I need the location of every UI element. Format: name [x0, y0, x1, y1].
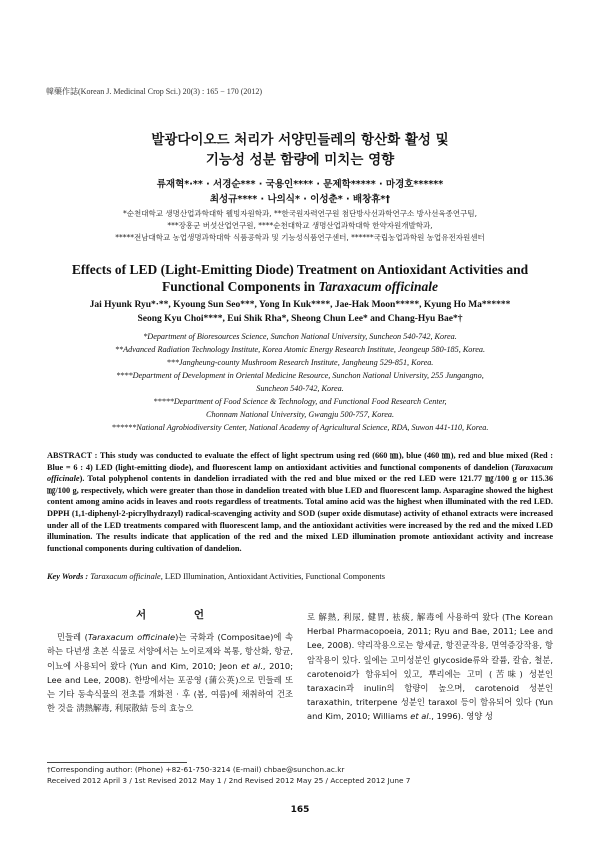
english-authors-line-2: Seong Kyu Choi****, Eui Shik Rha*, Sheong Chun Lee* and Chang-Hyu Bae*†	[137, 314, 463, 324]
english-affiliation-line: **Advanced Radiation Technology Institute, Korea Atomic Energy Research Institute, Jeongeup 580-185, Korea.	[114, 345, 486, 354]
left-etal: et al	[241, 660, 261, 671]
korean-affiliations	[40, 208, 560, 244]
abstract	[47, 450, 553, 554]
footnote-divider	[47, 762, 187, 763]
english-title-line-2-text: Functional Components in	[161, 279, 319, 294]
english-title-species: Taraxacum officinale	[318, 279, 439, 294]
english-affiliation-line: *Department of Bioresources Science, Sunchon National University, Suncheon 540-742, Korea.	[143, 332, 457, 341]
english-affiliation-line: Suncheon 540-742, Korea.	[256, 384, 344, 393]
right-etal: et al	[410, 711, 429, 722]
left-text-2: )는 국화과 (Compositae)에 속하는 다년생 초본 식물로 서양에서는 노이로제와 복통, 항산화, 항균, 이뇨에 사용되어 왔다 (Yun and Kim, 2010; Jeon	[47, 632, 293, 671]
left-column	[47, 608, 293, 715]
keywords	[47, 571, 553, 583]
abstract-label: ABSTRACT :	[47, 451, 98, 460]
english-affiliation-line: ***Jangheung-county Mushroom Research Institute, Jangheung 529-851, Korea.	[166, 358, 434, 367]
left-text-3: ., 2010; Lee and Lee, 2008). 한방에서는 포공영 (蒲公英)으로 민들레 또는 기타 동속식물의 전초를 개화전 · 후 (봄, 여름)에 채취하여 건조한 것을 淸熱解毒, 利尿散結 등의 효능으	[47, 660, 293, 714]
keywords-species: Taraxacum officinale,	[90, 572, 163, 581]
page-number: 165	[290, 805, 310, 815]
abstract-text-1: This study was conducted to evaluate the effect of light spectrum using red (660 ㎚), blue (460 ㎚), red and blue mixed (Red : Blue = 6 : 4) LED (light-emitting diode), and fluorescent lamp on antioxidant activities and functional components of dandelion (	[47, 451, 553, 472]
korean-title-line-2: 기능성 성분 함량에 미치는 영향	[205, 152, 395, 168]
english-affiliation-line: ****Department of Development in Oriental Medicine Resource, Sunchon National University, 255 Jungangno,	[116, 371, 484, 380]
abstract-species: Taraxacum officinale	[47, 462, 553, 484]
english-title-line-2	[20, 278, 580, 295]
english-affiliation-line: Chonnam National University, Gwangju 500-757, Korea.	[205, 410, 394, 419]
korean-affiliation-line: ***장흥군 버섯산업연구원, ****순천대학교 생명산업과학대학 한약자원개발학과,	[167, 221, 433, 230]
right-text-1: 로 解熱, 利尿, 健胃, 袪痰, 解毒에 사용하여 왔다 (The Korean Herbal Pharmacopoeia, 2011; Ryu and Bae, 2011; Lee and Lee, 2008). 약리작용으로는 항세균, 항진균작용, 면역증강작용, 항암작용이 있다. 잎에는 고미성분인 glycoside류와 칼륨, 칼슘, 철분, carotenoid가 함유되어 있고, 뿌리에는 고미 (苦味) 성분인 taraxacin과 inulin의 함량이 높으며, carotenoid 성분인 taraxathin, triterpene 성분인 taraxol 등이 함유되어 있다 (Yun and Kim, 2010; Williams	[307, 612, 553, 722]
journal-citation: 韓藥作誌(Korean J. Medicinal Crop Sci.) 20(3) : 165 − 170 (2012)	[46, 87, 263, 96]
korean-title	[0, 130, 600, 170]
english-title	[20, 261, 580, 295]
korean-title-line-1: 발광다이오드 처리가 서양민들레의 항산화 활성 및	[151, 132, 449, 148]
right-text-2: ., 1996). 영양 성	[428, 711, 493, 722]
right-column	[307, 610, 553, 724]
korean-affiliation-line: *****전남대학교 농업생명과학대학 식품공학과 및 기능성식품연구센터, ******국립농업과학원 농업유전자원센터	[115, 233, 485, 242]
section-heading: 서 언	[136, 609, 226, 621]
english-affiliations	[30, 330, 570, 434]
right-column-paragraph	[307, 610, 553, 724]
left-text-1: 민들레 (	[57, 632, 88, 643]
keywords-list: LED Illumination, Antioxidant Activities, Functional Components	[162, 572, 385, 581]
abstract-text-2: ). Total polyphenol contents in dandelion irradiated with the red and blue mixed or the red LED were 121.77 ㎎/100 g or 115.36 ㎎/100 g, respectively, which were greater than those in dandelion treated with blue LED and fluorescent lamp. Asparagine showed the highest content among amino acids in leaves and roots regardless of treatments. Total amino acid was the highest when illuminated with the red LED. DPPH (1,1-diphenyl-2-picrylhydrazyl) radical-scavenging activity and SOD (super oxide dismutase) activity of ethanol extracts were increased under all of the LED treatments compared with fluorescent lamp, and the antioxidant activities were increased by the red and the mixed LED illumination. The results indicate that application of the red and the mixed LED illumination promote antioxidant activity and increase functional components during cultivation of dandelion.	[47, 474, 553, 553]
keywords-label: Key Words :	[47, 572, 89, 581]
footnote	[47, 765, 553, 786]
left-column-paragraph	[47, 630, 293, 715]
english-title-line-1: Effects of LED (Light-Emitting Diode) Treatment on Antioxidant Activities and	[71, 262, 529, 277]
corresponding-author: †Corresponding author: (Phone) +82-61-750-3214 (E-mail) chbae@sunchon.ac.kr	[47, 765, 345, 774]
english-affiliation-line: *****Department of Food Science & Technology, and Functional Food Research Center,	[153, 397, 447, 406]
korean-authors-line-2: 최성규**** · 나의식* · 이성춘* · 배창휴*†	[209, 194, 391, 205]
korean-affiliation-line: *순천대학교 생명산업과학대학 웰빙자원학과, **한국원자력연구원 첨단방사선과학연구소 방사선육종연구팀,	[123, 209, 477, 218]
korean-authors	[0, 177, 600, 207]
english-authors-line-1: Jai Hyunk Ryu*·**, Kyoung Sun Seo***, Yong In Kuk****, Jae-Hak Moon*****, Kyung Ho Ma******	[89, 300, 511, 310]
english-authors	[20, 298, 580, 326]
left-species: Taraxacum officinale	[87, 632, 176, 643]
received-dates: Received 2012 April 3 / 1st Revised 2012 May 1 / 2nd Revised 2012 May 25 / Accepted 2012 June 7	[47, 775, 411, 785]
korean-authors-line-1: 류재혁*·** · 서경순*** · 국용인**** · 문제학***** · 마경호******	[156, 179, 444, 190]
english-affiliation-line: ******National Agrobiodiversity Center, National Academy of Agricultural Science, RDA, Suwon 441-110, Korea.	[111, 423, 489, 432]
